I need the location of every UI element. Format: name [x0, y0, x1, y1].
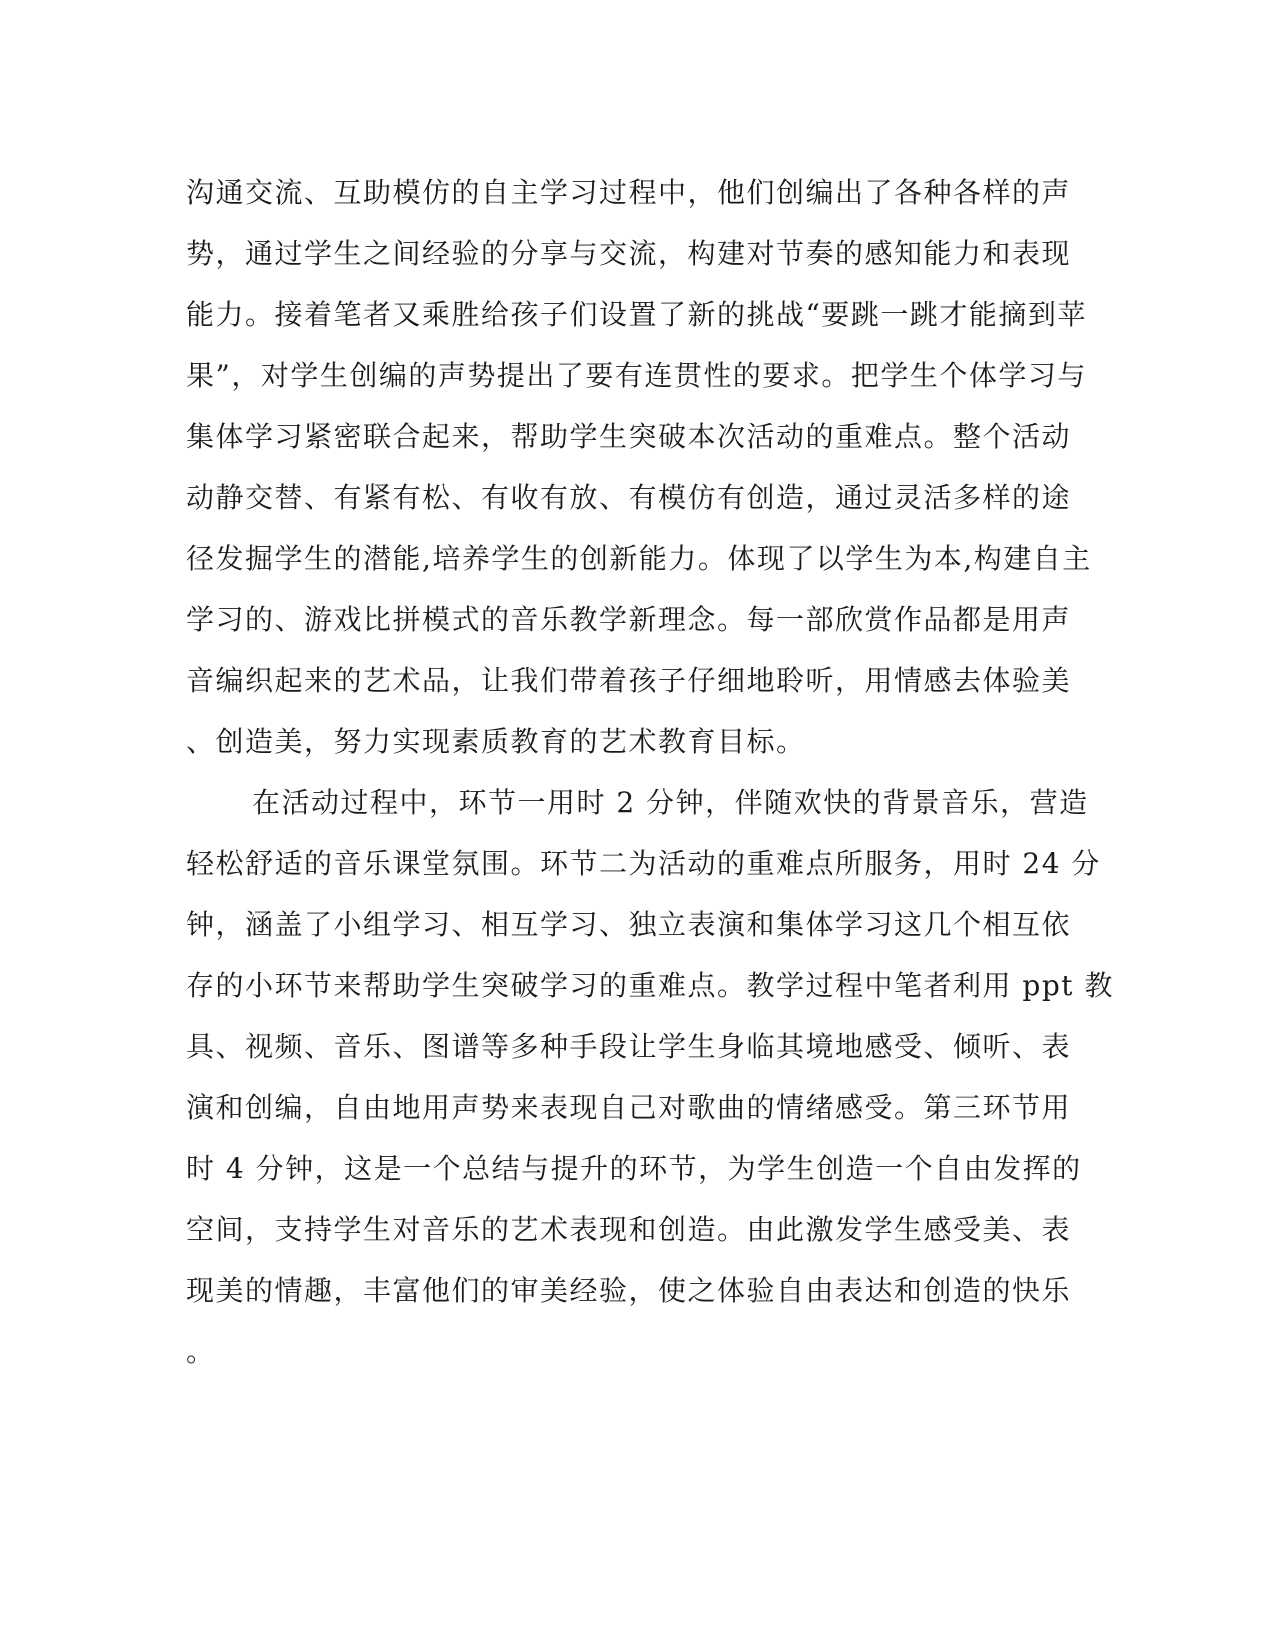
text-line: 空间，支持学生对音乐的艺术表现和创造。由此激发学生感受美、表	[186, 1213, 1072, 1246]
body-text	[186, 162, 1114, 1382]
text-line: 势，通过学生之间经验的分享与交流，构建对节奏的感知能力和表现	[186, 237, 1072, 270]
text-line: 能力。接着笔者又乘胜给孩子们设置了新的挑战“要跳一跳才能摘到苹	[186, 298, 1087, 331]
text-line: 动静交替、有紧有松、有收有放、有模仿有创造，通过灵活多样的途	[186, 481, 1072, 514]
text-line: 集体学习紧密联合起来，帮助学生突破本次活动的重难点。整个活动	[186, 420, 1072, 453]
text-line: 。	[186, 1335, 216, 1368]
paragraph-1	[186, 162, 1092, 772]
text-line: 沟通交流、互助模仿的自主学习过程中，他们创编出了各种各样的声	[186, 176, 1072, 209]
text-line: 音编织起来的艺术品，让我们带着孩子仔细地聆听，用情感去体验美	[186, 664, 1072, 697]
text-line: 现美的情趣，丰富他们的审美经验，使之体验自由表达和创造的快乐	[186, 1274, 1072, 1307]
text-line: 果”，对学生创编的声势提出了要有连贯性的要求。把学生个体学习与	[186, 359, 1087, 392]
text-line: 具、视频、音乐、图谱等多种手段让学生身临其境地感受、倾听、表	[186, 1030, 1072, 1063]
paragraph-2	[186, 772, 1114, 1382]
text-line: 径发掘学生的潜能,培养学生的创新能力。体现了以学生为本,构建自主	[186, 542, 1092, 575]
text-line: 轻松舒适的音乐课堂氛围。环节二为活动的重难点所服务，用时 24 分	[186, 847, 1101, 880]
text-line: 存的小环节来帮助学生突破学习的重难点。教学过程中笔者利用 ppt 教	[186, 969, 1114, 1002]
text-line: 学习的、游戏比拼模式的音乐教学新理念。每一部欣赏作品都是用声	[186, 603, 1072, 636]
text-line: 时 4 分钟，这是一个总结与提升的环节，为学生创造一个自由发挥的	[186, 1152, 1082, 1185]
text-line: 、创造美，努力实现素质教育的艺术教育目标。	[186, 725, 806, 758]
text-line-indented: 在活动过程中，环节一用时 2 分钟，伴随欢快的背景音乐，营造	[252, 786, 1089, 819]
text-line: 演和创编，自由地用声势来表现自己对歌曲的情绪感受。第三环节用	[186, 1091, 1072, 1124]
text-line: 钟，涵盖了小组学习、相互学习、独立表演和集体学习这几个相互依	[186, 908, 1072, 941]
